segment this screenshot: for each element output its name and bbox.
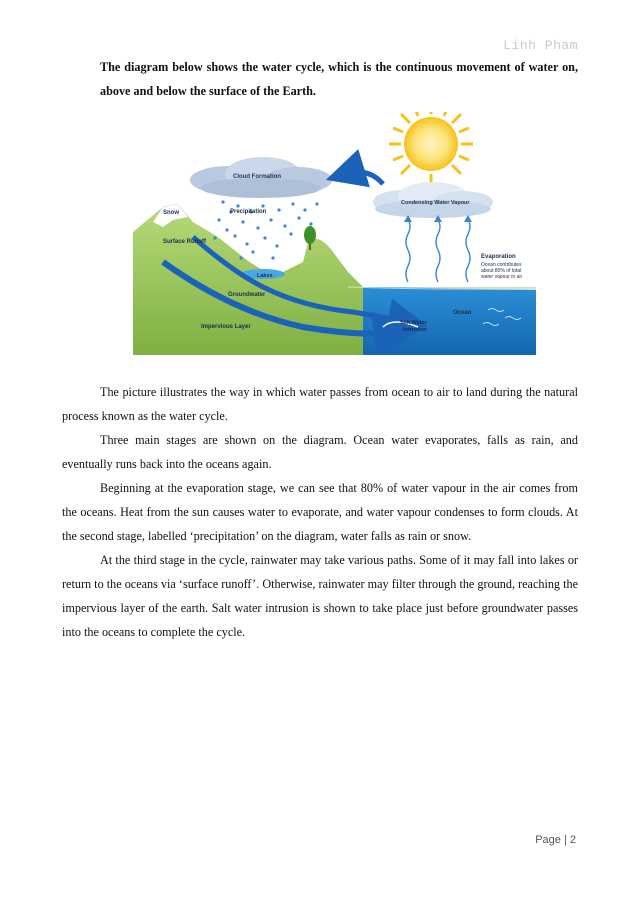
label-lakes: Lakes bbox=[257, 273, 273, 279]
label-precipitation: Precipitation bbox=[230, 209, 267, 215]
evaporation-lines bbox=[406, 220, 470, 282]
label-condensing-vapour: Condensing Water Vapour bbox=[401, 200, 470, 206]
label-salt-water-2: Intrusion bbox=[403, 327, 427, 333]
label-impervious-layer: Impervious Layer bbox=[201, 324, 251, 330]
diagram-svg bbox=[133, 112, 536, 355]
label-snow: Snow bbox=[163, 210, 179, 216]
label-evaporation: Evaporation bbox=[481, 254, 516, 260]
label-evap-note-1: Ocean contributes bbox=[481, 262, 522, 268]
label-groundwater: Groundwater bbox=[228, 292, 266, 298]
sun-icon bbox=[389, 112, 473, 186]
label-evap-note-3: water vapour in air bbox=[481, 274, 523, 280]
label-surface-runoff: Surface Runoff bbox=[163, 239, 207, 245]
body-text bbox=[62, 380, 578, 644]
paragraph-4: At the third stage in the cycle, rainwater may take various paths. Some of it may fall into lakes or return to the oceans via ‘surface runoff’. Otherwise, rainwater may filter through the ground, reaching the impervious layer of the earth. Salt water intrusion is shown to take place just before groundwater passes into the oceans to complete the cycle. bbox=[62, 553, 578, 639]
water-cycle-diagram bbox=[133, 112, 536, 355]
intro-paragraph: The diagram below shows the water cycle, which is the continuous movement of water on, above and below the surface of the Earth. bbox=[100, 60, 578, 98]
tree-icon bbox=[304, 226, 316, 244]
cycle-arrow bbox=[345, 172, 383, 184]
header-author: Linh Pham bbox=[503, 38, 578, 53]
label-salt-water-1: Salt Water bbox=[400, 320, 427, 326]
label-evap-note-2: about 80% of total bbox=[481, 268, 522, 274]
paragraph-2: Three main stages are shown on the diagram. Ocean water evaporates, falls as rain, and eventually runs back into the oceans again. bbox=[62, 433, 578, 471]
label-cloud-formation: Cloud Formation bbox=[233, 174, 281, 180]
paragraph-1: The picture illustrates the way in which water passes from ocean to air to land during the natural process known as the water cycle. bbox=[62, 385, 578, 423]
page-number: Page | 2 bbox=[535, 834, 576, 846]
label-ocean: Ocean bbox=[453, 310, 472, 316]
paragraph-3: Beginning at the evaporation stage, we can see that 80% of water vapour in the air comes from the oceans. Heat from the sun causes water to evaporate, and water vapour condenses to form clouds. At the second stage, labelled ‘precipitation’ on the diagram, water falls as rain or snow. bbox=[62, 481, 578, 543]
